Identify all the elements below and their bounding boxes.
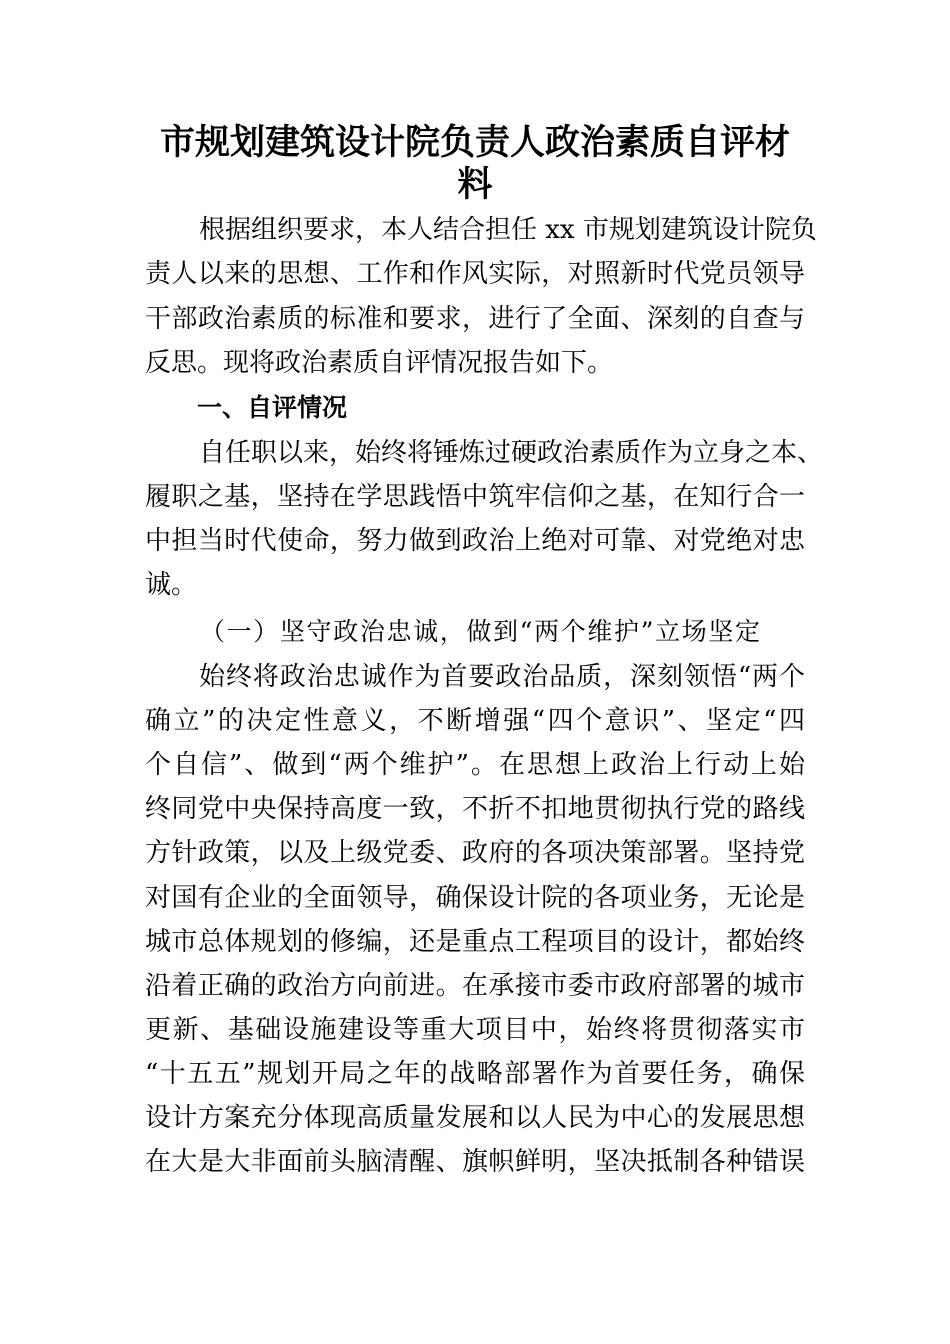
paragraph-line: 诚。 [145, 570, 198, 600]
paragraph-line: 设计方案充分体现高质量发展和以人民为中心的发展思想 [145, 1103, 805, 1133]
paragraph-line: 自任职以来，始终将锤炼过硬政治素质作为立身之本、 [199, 438, 824, 468]
paragraph-line: 履职之基，坚持在学思践悟中筑牢信仰之基，在知行合一 [145, 482, 805, 512]
paragraph-line: 方针政策，以及上级党委、政府的各项决策部署。坚持党 [145, 838, 805, 868]
paragraph-line: 对国有企业的全面领导，确保设计院的各项业务，无论是 [145, 883, 805, 913]
paragraph-line: “十五五”规划开局之年的战略部署作为首要任务，确保 [145, 1059, 805, 1089]
section-heading: 一、自评情况 [197, 393, 348, 422]
paragraph-line: 始终将政治忠诚作为首要政治品质，深刻领悟“两个 [199, 662, 805, 692]
paragraph-line: 城市总体规划的修编，还是重点工程项目的设计，都始终 [145, 927, 805, 957]
subsection-heading: （一）坚守政治忠诚，做到“两个维护”立场坚定 [200, 617, 760, 646]
paragraph-line: 终同党中央保持高度一致，不折不扣地贯彻执行党的路线 [145, 794, 805, 824]
paragraph-line: 个自信”、做到“两个维护”。在思想上政治上行动上始 [145, 750, 805, 780]
paragraph-line: 确立”的决定性意义，不断增强“四个意识”、坚定“四 [145, 706, 805, 736]
paragraph-line: 责人以来的思想、工作和作风实际，对照新时代党员领导 [145, 259, 805, 289]
document-title-line-1: 市规划建筑设计院负责人政治素质自评材 [159, 123, 790, 163]
paragraph-line: 根据组织要求，本人结合担任 xx 市规划建筑设计院负 [199, 215, 817, 245]
paragraph-line: 反思。现将政治素质自评情况报告如下。 [145, 348, 614, 378]
paragraph-line: 干部政治素质的标准和要求，进行了全面、深刻的自查与 [145, 304, 805, 334]
paragraph-line: 更新、基础设施建设等重大项目中，始终将贯彻落实市 [145, 1015, 805, 1045]
paragraph-line: 沿着正确的政治方向前进。在承接市委市政府部署的城市 [145, 971, 805, 1001]
document-title-line-2: 料 [457, 165, 493, 205]
paragraph-line: 在大是大非面前头脑清醒、旗帜鲜明，坚决抵制各种错误 [145, 1147, 805, 1177]
paragraph-line: 中担当时代使命，努力做到政治上绝对可靠、对党绝对忠 [145, 526, 805, 556]
